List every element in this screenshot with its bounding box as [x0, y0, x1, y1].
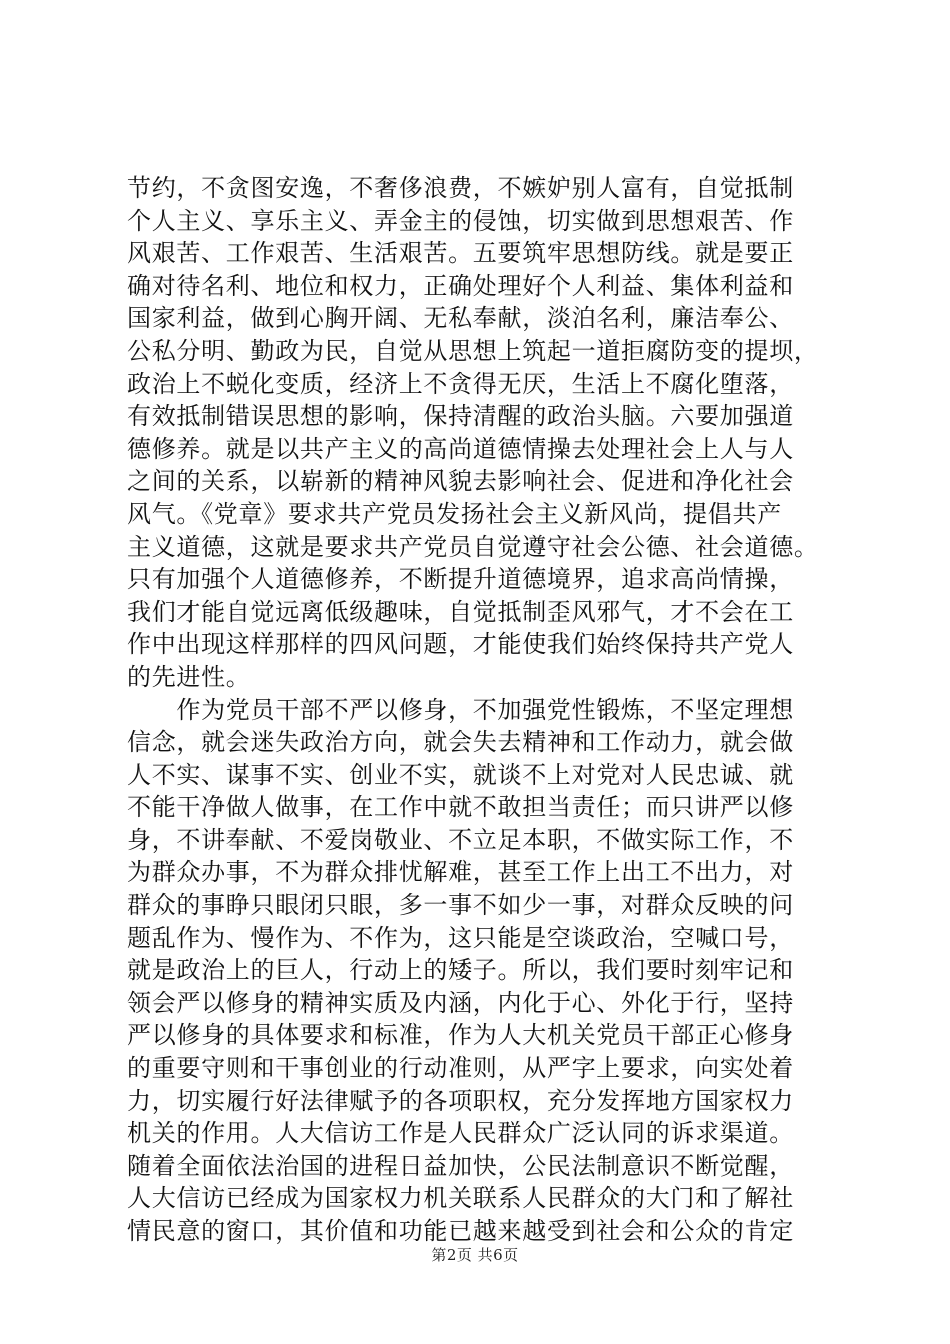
text-line: 为群众办事，不为群众排忧解难，甚至工作上出工不出力，对 [127, 858, 794, 887]
text-line: 人大信访已经成为国家权力机关联系人民群众的大门和了解社 [127, 1184, 794, 1213]
text-line: 风气。《党章》要求共产党员发扬社会主义新风尚，提倡共产 [127, 499, 782, 528]
text-line: 题乱作为、慢作为、不作为，这只能是空谈政治，空喊口号， [127, 923, 794, 952]
text-line: 作中出现这样那样的四风问题，才能使我们始终保持共产党人 [127, 630, 794, 659]
text-line: 个人主义、享乐主义、弄金主的侵蚀，切实做到思想艰苦、作 [127, 206, 794, 235]
text-line: 节约，不贪图安逸，不奢侈浪费，不嫉妒别人富有，自觉抵制 [127, 174, 794, 202]
text-line: 领会严以修身的精神实质及内涵，内化于心、外化于行，坚持 [127, 988, 794, 1017]
text-line: 机关的作用。人大信访工作是人民群众广泛认同的诉求渠道。 [127, 1119, 794, 1148]
text-line: 德修养。就是以共产主义的高尚道德情操去处理社会上人与人 [127, 434, 794, 463]
text-line: 情民意的窗口，其价值和功能已越来越受到社会和公众的肯定 [127, 1217, 794, 1245]
text-line: 人不实、谋事不实、创业不实，就谈不上对党对人民忠诚、就 [127, 760, 794, 789]
text-line: 力，切实履行好法律赋予的各项职权，充分发挥地方国家权力 [127, 1086, 794, 1115]
text-line: 之间的关系，以崭新的精神风貌去影响社会、促进和净化社会 [127, 467, 794, 496]
page-footer: 第2页 共6页 [431, 1246, 519, 1264]
text-line: 不能干净做人做事，在工作中就不敢担当责任；而只讲严以修 [127, 793, 794, 822]
text-line: 政治上不蜕化变质，经济上不贪得无厌，生活上不腐化堕落， [127, 369, 794, 398]
text-line: 群众的事睁只眼闭只眼，多一事不如少一事，对群众反映的问 [127, 891, 794, 920]
text-line: 的先进性。 [127, 662, 251, 691]
text-line: 信念，就会迷失政治方向，就会失去精神和工作动力，就会做 [127, 728, 794, 757]
text-line: 我们才能自觉远离低级趣味，自觉抵制歪风邪气，才不会在工 [127, 597, 794, 626]
text-line: 只有加强个人道德修养，不断提升道德境界，追求高尚情操， [127, 565, 794, 594]
body-text [127, 172, 832, 1248]
text-line: 严以修身的具体要求和标准，作为人大机关党员干部正心修身 [127, 1021, 794, 1050]
text-line: 的重要守则和干事创业的行动准则，从严字上要求，向实处着 [127, 1054, 794, 1083]
text-line: 国家利益，做到心胸开阔、无私奉献，淡泊名利，廉洁奉公、 [127, 304, 794, 333]
text-line: 随着全面依法治国的进程日益加快，公民法制意识不断觉醒， [127, 1151, 794, 1180]
text-line: 身，不讲奉献、不爱岗敬业、不立足本职，不做实际工作，不 [127, 825, 794, 854]
text-line: 作为党员干部不严以修身，不加强党性锻炼，不坚定理想 [127, 695, 794, 724]
text-line: 确对待名利、地位和权力，正确处理好个人利益、集体利益和 [127, 271, 794, 300]
text-line: 风艰苦、工作艰苦、生活艰苦。五要筑牢思想防线。就是要正 [127, 239, 794, 268]
text-line: 主义道德，这就是要求共产党员自觉遵守社会公德、社会道德。 [127, 532, 819, 561]
text-line: 就是政治上的巨人，行动上的矮子。所以，我们要时刻牢记和 [127, 956, 794, 985]
text-line: 有效抵制错误思想的影响，保持清醒的政治头脑。六要加强道 [127, 402, 794, 431]
text-line: 公私分明、勤政为民，自觉从思想上筑起一道拒腐防变的提坝， [127, 336, 819, 365]
